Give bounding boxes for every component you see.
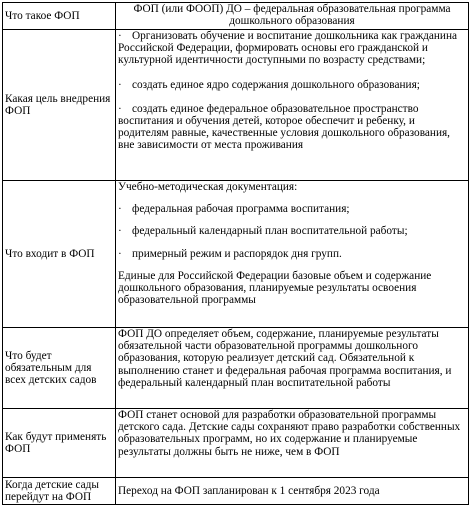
table-row — [3, 478, 469, 505]
answer-cell — [116, 181, 469, 328]
question-how-applied: Как будут применять ФОП — [5, 430, 107, 455]
table-row — [3, 181, 469, 328]
answer-cell — [116, 3, 469, 30]
list-item: · создать единое федеральное образовательное пространство воспитания и обучения детей, которое обеспечит и ребенку, и родителям равные, качественные условия дошкольного образования, вне зависимости от места проживания — [118, 102, 451, 152]
question-cell — [3, 328, 116, 409]
answer-mandatory: ФОП ДО определяет объем, содержание, планируемые результаты обязательной части образовательной программы дошкольного образования, которую реализует детский сад. Обязательной к выполнению станет и федеральная рабочая программа воспитания, и федеральный календарный план воспитательной работы — [118, 328, 452, 389]
question-cell — [3, 478, 116, 505]
contents-intro: Учебно-методическая документация: — [118, 181, 298, 193]
question-goal: Какая цель внедрения ФОП — [5, 92, 111, 117]
table-row — [3, 30, 469, 181]
answer-what-is-fop: ФОП (или ФООП) ДО – федеральная образовательная программа дошкольного образования — [133, 3, 451, 28]
question-what-is-fop: Что такое ФОП — [5, 9, 80, 22]
contents-outro: Единые для Российской Федерации базовые объем и содержание дошкольного образования, планируемые результаты освоения образовательной программы — [118, 269, 432, 307]
question-contents: Что входит в ФОП — [5, 247, 95, 260]
bullet-icon: · — [118, 30, 122, 42]
bullet-icon: · — [118, 78, 122, 91]
list-item: · федеральная рабочая программа воспитания; — [118, 203, 350, 216]
question-mandatory: Что будет обязательным для всех детских садов — [5, 349, 97, 387]
bullet-icon: · — [118, 203, 122, 216]
answer-how-applied: ФОП станет основой для разработки образовательной программы детского сада. Детские сады сохраняют право разработки собственных образовательных программ, но их содержание и планируемые результаты должны быть не ниже, чем в ФОП — [118, 409, 461, 458]
list-item: · федеральный календарный план воспитательной работы; — [118, 225, 408, 238]
list-item: · примерный режим и распорядок дня групп. — [118, 247, 342, 260]
question-cell — [3, 409, 116, 478]
bullet-icon: · — [118, 225, 122, 238]
bullet-icon: · — [118, 247, 122, 260]
table-row — [3, 328, 469, 409]
question-cell — [3, 3, 116, 30]
answer-cell — [116, 328, 469, 409]
list-item: · Организовать обучение и воспитание дошкольника как гражданина Российской Федерации, формировать основы его гражданской и культурной идентичности доступными по возрасту средствами; — [118, 30, 458, 67]
answer-cell — [116, 30, 469, 181]
question-cell — [3, 30, 116, 181]
fop-table — [2, 2, 469, 505]
question-cell — [3, 181, 116, 328]
question-when: Когда детские сады перейдут на ФОП — [5, 478, 100, 503]
table-row — [3, 3, 469, 30]
answer-when: Переход на ФОП запланирован к 1 сентября 2023 года — [118, 484, 380, 497]
answer-cell — [116, 409, 469, 478]
bullet-icon: · — [118, 102, 122, 115]
table-row — [3, 409, 469, 478]
answer-cell — [116, 478, 469, 505]
list-item: · создать единое ядро содержания дошкольного образования; — [118, 78, 420, 91]
